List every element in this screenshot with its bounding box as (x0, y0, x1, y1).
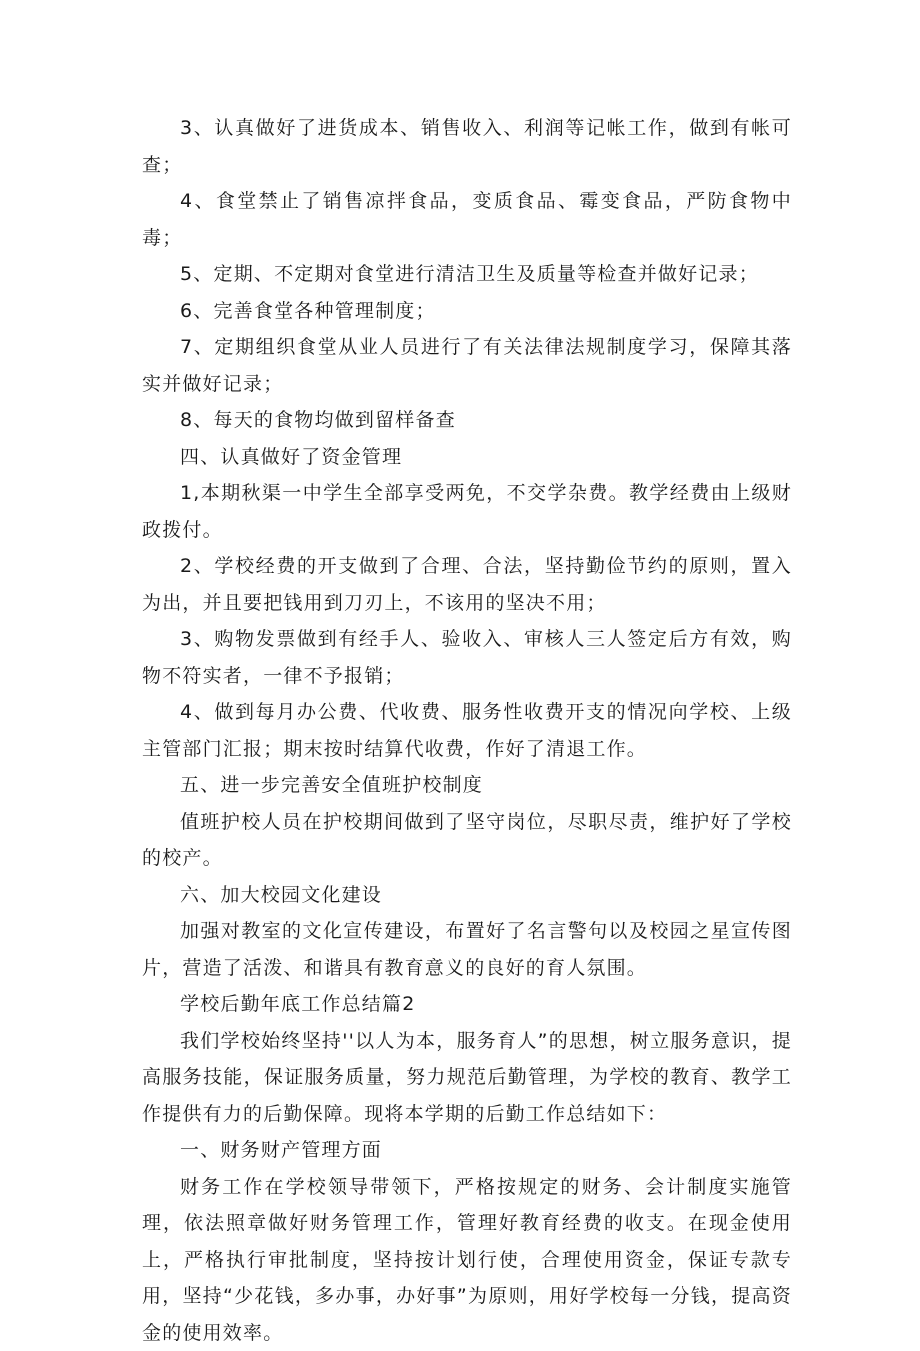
section-heading: 四、认真做好了资金管理 (142, 439, 792, 476)
section-heading: 五、进一步完善安全值班护校制度 (142, 767, 792, 804)
paragraph: 5、定期、不定期对食堂进行清洁卫生及质量等检查并做好记录； (142, 256, 792, 293)
article-title: 学校后勤年底工作总结篇2 (142, 986, 792, 1023)
paragraph: 8、每天的食物均做到留样备查 (142, 402, 792, 439)
section-heading: 一、财务财产管理方面 (142, 1132, 792, 1169)
paragraph: 4、做到每月办公费、代收费、服务性收费开支的情况向学校、上级主管部门汇报；期末按时结算代收费，作好了清退工作。 (142, 694, 792, 767)
paragraph: 4、食堂禁止了销售凉拌食品，变质食品、霉变食品，严防食物中毒； (142, 183, 792, 256)
document-body (142, 110, 792, 1351)
paragraph: 我们学校始终坚持''以人为本，服务育人”的思想，树立服务意识，提高服务技能，保证服务质量，努力规范后勤管理，为学校的教育、教学工作提供有力的后勤保障。现将本学期的后勤工作总结如下： (142, 1023, 792, 1133)
section-heading: 六、加大校园文化建设 (142, 877, 792, 914)
paragraph: 财务工作在学校领导带领下，严格按规定的财务、会计制度实施管理，依法照章做好财务管理工作，管理好教育经费的收支。在现金使用上，严格执行审批制度，坚持按计划行使，合理使用资金，保证专款专用，坚持“少花钱，多办事，办好事”为原则，用好学校每一分钱，提高资金的使用效率。 (142, 1169, 792, 1351)
paragraph: 值班护校人员在护校期间做到了坚守岗位，尽职尽责，维护好了学校的校产。 (142, 804, 792, 877)
paragraph: 6、完善食堂各种管理制度； (142, 293, 792, 330)
paragraph: 加强对教室的文化宣传建设，布置好了名言警句以及校园之星宣传图片，营造了活泼、和谐具有教育意义的良好的育人氛围。 (142, 913, 792, 986)
paragraph: 3、购物发票做到有经手人、验收入、审核人三人签定后方有效，购物不符实者，一律不予报销； (142, 621, 792, 694)
paragraph: 2、学校经费的开支做到了合理、合法，坚持勤俭节约的原则，置入为出，并且要把钱用到刀刃上，不该用的坚决不用； (142, 548, 792, 621)
paragraph: 1,本期秋渠一中学生全部享受两免，不交学杂费。教学经费由上级财政拨付。 (142, 475, 792, 548)
paragraph: 7、定期组织食堂从业人员进行了有关法律法规制度学习，保障其落实并做好记录； (142, 329, 792, 402)
paragraph: 3、认真做好了进货成本、销售收入、利润等记帐工作，做到有帐可查； (142, 110, 792, 183)
